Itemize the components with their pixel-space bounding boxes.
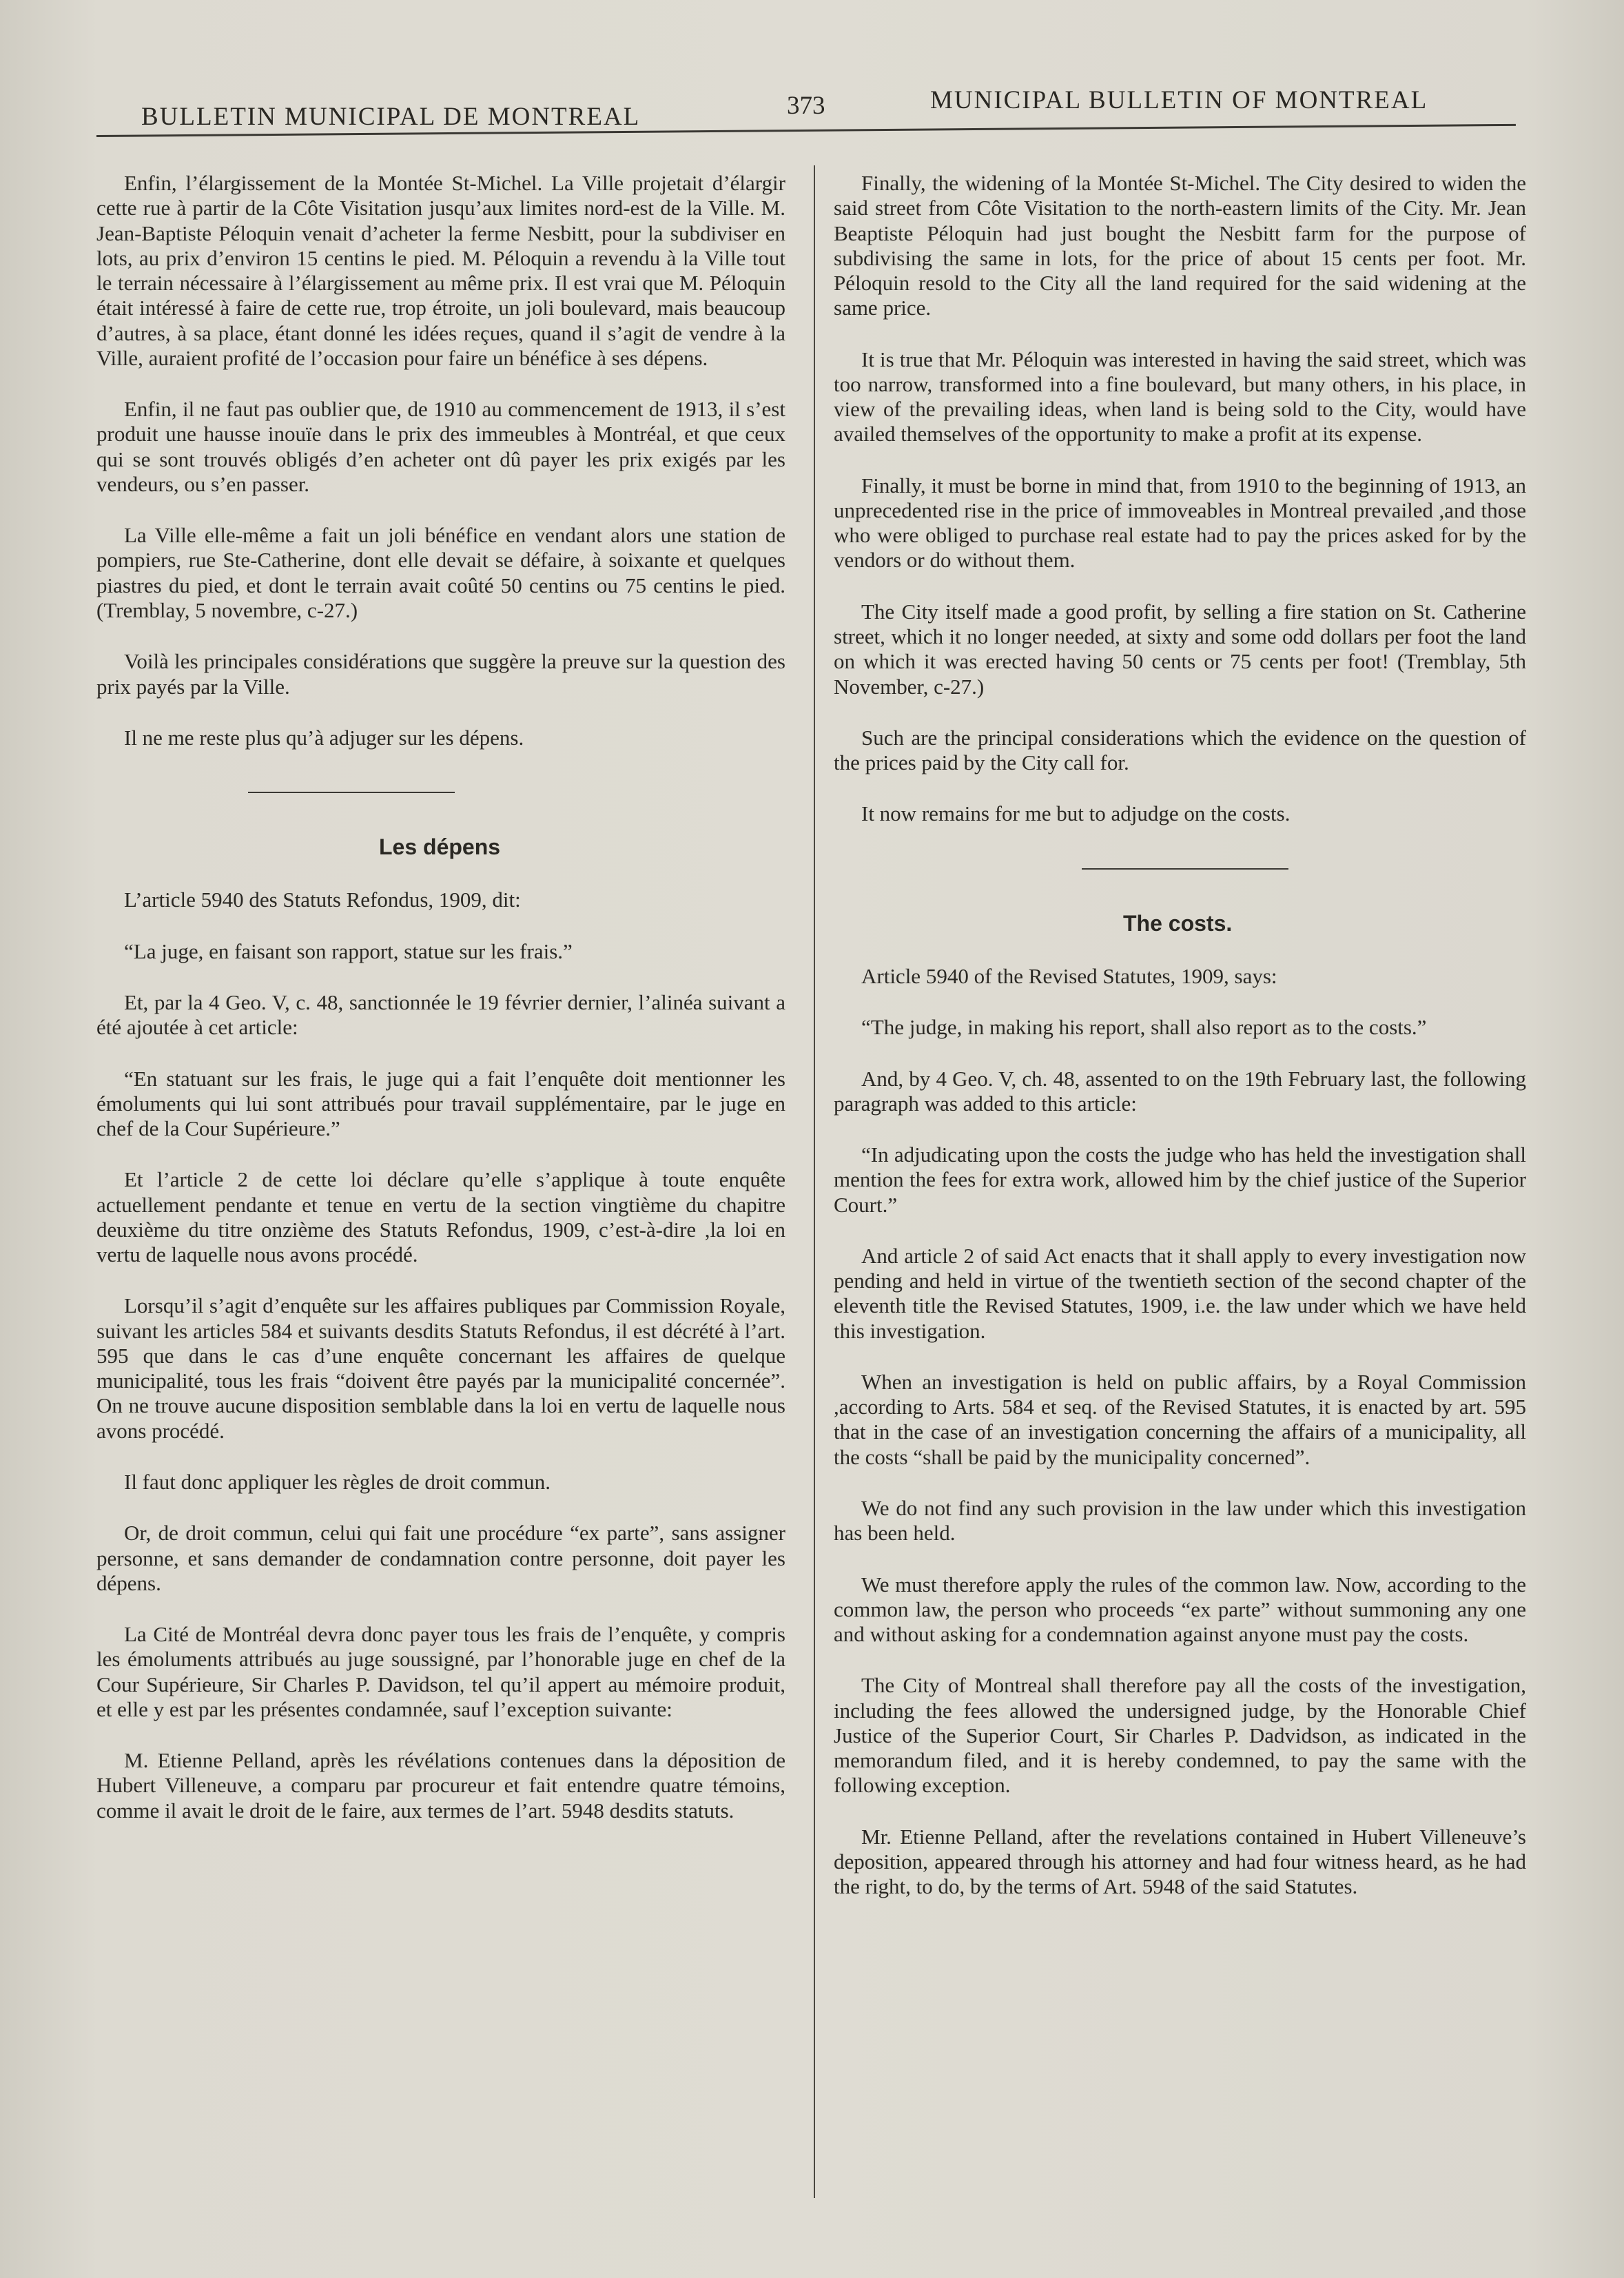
- paragraph: It is true that Mr. Péloquin was interested in having the said street, which was too narrow, transformed into a fine boulevard, but many others, in his place, in view of the prevailing ideas, when land is being sold to the City, would have availed themselves of the opportunity to make a profit at its expense.: [834, 347, 1526, 447]
- paragraph: “The judge, in making his report, shall also report as to the costs.”: [861, 1015, 1427, 1040]
- paragraph: L’article 5940 des Statuts Refondus, 1909, dit:: [124, 887, 521, 912]
- section-heading: Les dépens: [379, 834, 501, 860]
- paragraph: Finally, it must be borne in mind that, from 1910 to the beginning of 1913, an unprecedented rise in the price of immoveables in Montreal prevailed ,and those who were obliged to purchase real estate had to pay the prices asked for by the vendors or do without them.: [834, 473, 1526, 573]
- paragraph: “La juge, en faisant son rapport, statue sur les frais.”: [124, 938, 573, 963]
- paragraph: La Cité de Montréal devra donc payer tous les frais de l’enquête, y compris les émoluments attribués au juge soussigné, par l’honorable juge en chef de la Cour Supérieure, Sir Charles P. Davidson, tel qu’il appert au mémoire produit, et elle y est par les présentes condamnée, sauf l’exception suivante:: [96, 1622, 785, 1721]
- paragraph: We must therefore apply the rules of the common law. Now, according to the common law, the person who proceeds “ex parte” without summoning any one and without asking for a condemnation against anyone must pay the costs.: [834, 1572, 1526, 1647]
- column-divider: [814, 165, 815, 2198]
- paragraph: Enfin, il ne faut pas oublier que, de 1910 au commencement de 1913, il s’est produit une hausse inouïe dans le prix des immeubles à Montréal, et que ceux qui se sont trouvés obligés d’en acheter ont dû payer les prix exigés par les vendeurs, ou s’en passer.: [96, 397, 785, 496]
- section-heading: The costs.: [1123, 910, 1233, 936]
- paragraph: M. Etienne Pelland, après les révélations contenues dans la déposition de Hubert Villeneuve, a comparu par procureur et fait entendre quatre témoins, comme il avait le droit de le faire, aux termes de l’art. 5948 desdits statuts.: [96, 1748, 785, 1823]
- header-title-english: MUNICIPAL BULLETIN OF MONTREAL: [930, 86, 1428, 114]
- paragraph: Enfin, l’élargissement de la Montée St-Michel. La Ville projetait d’élargir cette rue à partir de la Côte Visitation jusqu’aux limites nord-est de la Ville. M. Jean-Baptiste Péloquin venait d’acheter la ferme Nesbitt, pour la subdiviser en lots, au prix d’environ 15 centins le pied. M. Péloquin a revendu à la Ville tout le terrain nécessaire à l’élargissement au même prix. Il est vrai que M. Péloquin était intéressé à faire de cette rue, trop étroite, un joli boulevard, mais beaucoup d’autres, à sa place, étant donné les idées reçues, quand il s’agit de vendre à la Ville, auraient profité de l’occasion pour faire un bénéfice à ses dépens.: [96, 171, 785, 370]
- paragraph: Mr. Etienne Pelland, after the revelations contained in Hubert Villeneuve’s deposition, appeared through his attorney and had four witness heard, as he had the right, to do, by the terms of Art. 5948 of the said Statutes.: [834, 1824, 1526, 1899]
- paragraph: And, by 4 Geo. V, ch. 48, assented to on the 19th February last, the following paragraph was added to this article:: [834, 1066, 1526, 1116]
- paragraph: And article 2 of said Act enacts that it shall apply to every investigation now pending and held in virtue of the twentieth section of the second chapter of the eleventh title the Revised Statutes, 1909, i.e. the law under which we have held this investigation.: [834, 1243, 1526, 1343]
- paragraph: Such are the principal considerations which the evidence on the question of the prices paid by the City call for.: [834, 725, 1526, 775]
- paragraph: When an investigation is held on public affairs, by a Royal Commission ,according to Arts. 584 et seq. of the Revised Statutes, it is enacted by art. 595 that in the case of an investigation concerning the affairs of a municipality, all the costs “shall be paid by the municipality concerned”.: [834, 1369, 1526, 1469]
- paragraph: La Ville elle-même a fait un joli bénéfice en vendant alors une station de pompiers, rue Ste-Catherine, dont elle devait se défaire, à soixante et quelques piastres du pied, et dont le terrain avait coûté 50 centins ou 75 centins le pied. (Tremblay, 5 novembre, c-27.): [96, 523, 785, 622]
- paragraph: Lorsqu’il s’agit d’enquête sur les affaires publiques par Commission Royale, suivant les articles 584 et suivants desdits Statuts Refondus, il est décrété à l’art. 595 que dans le cas d’une enquête concernant les affaires de quelque municipalité, tous les frais “doivent être payés par la municipalité concernée”. On ne trouve aucune disposition semblable dans la loi en vertu de laquelle nous avons procédé.: [96, 1293, 785, 1443]
- paragraph: Voilà les principales considérations que suggère la preuve sur la question des prix payés par la Ville.: [96, 649, 785, 699]
- paragraph: Il ne me reste plus qu’à adjuger sur les dépens.: [124, 725, 524, 750]
- quoted-paragraph: “En statuant sur les frais, le juge qui a fait l’enquête doit mentionner les émoluments qui lui sont attribués pour travail supplémentaire, par le juge en chef de la Cour Supérieure.”: [96, 1066, 785, 1141]
- paragraph: The City itself made a good profit, by selling a fire station on St. Catherine street, which it no longer needed, at sixty and some odd dollars per foot the land on which it was erected having 50 cents or 75 cents per foot! (Tremblay, 5th November, c-27.): [834, 599, 1526, 699]
- section-separator: [1082, 868, 1288, 870]
- paragraph: Finally, the widening of la Montée St-Michel. The City desired to widen the said street from Côte Visitation to the north-eastern limits of the City. Mr. Jean Beaptiste Péloquin had just bought the Nesbitt farm for the purpose of subdivising the same in lots, for the price of about 15 cents per foot. Mr. Péloquin resold to the City all the land required for the said widening at the same price.: [834, 171, 1526, 320]
- paragraph: Or, de droit commun, celui qui fait une procédure “ex parte”, sans assigner personne, et sans demander de condamnation contre personne, doit payer les dépens.: [96, 1521, 785, 1595]
- english-column: [834, 171, 1526, 1925]
- paragraph: Et l’article 2 de cette loi déclare qu’elle s’applique à toute enquête actuellement pendante et tenue en vertu de la section vingtième du chapitre deuxième du titre onzième des Statuts Refondus, 1909, c’est-à-dire ,la loi en vertu de laquelle nous avons procédé.: [96, 1167, 785, 1267]
- paragraph: It now remains for me but to adjudge on the costs.: [861, 801, 1291, 826]
- paragraph: Il faut donc appliquer les règles de droit commun.: [124, 1470, 551, 1494]
- paragraph: Et, par la 4 Geo. V, c. 48, sanctionnée le 19 février dernier, l’alinéa suivant a été ajoutée à cet article:: [96, 990, 785, 1040]
- paragraph: Article 5940 of the Revised Statutes, 1909, says:: [861, 964, 1277, 989]
- page-number: 373: [787, 92, 825, 120]
- french-column: [96, 171, 785, 1849]
- paragraph: The City of Montreal shall therefore pay all the costs of the investigation, including the fees allowed the undersigned judge, by the Honorable Chief Justice of the Superior Court, Sir Charles P. Dadvidson, as indicated in the memorandum filed, and it is hereby condemned, to pay the same with the following exception.: [834, 1673, 1526, 1798]
- section-separator: [248, 792, 455, 793]
- quoted-paragraph: “In adjudicating upon the costs the judge who has held the investigation shall mention the fees for extra work, allowed him by the chief justice of the Superior Court.”: [834, 1142, 1526, 1217]
- page-header: [0, 81, 1624, 136]
- paragraph: We do not find any such provision in the law under which this investigation has been held.: [834, 1496, 1526, 1546]
- header-title-french: BULLETIN MUNICIPAL DE MONTREAL: [141, 103, 641, 131]
